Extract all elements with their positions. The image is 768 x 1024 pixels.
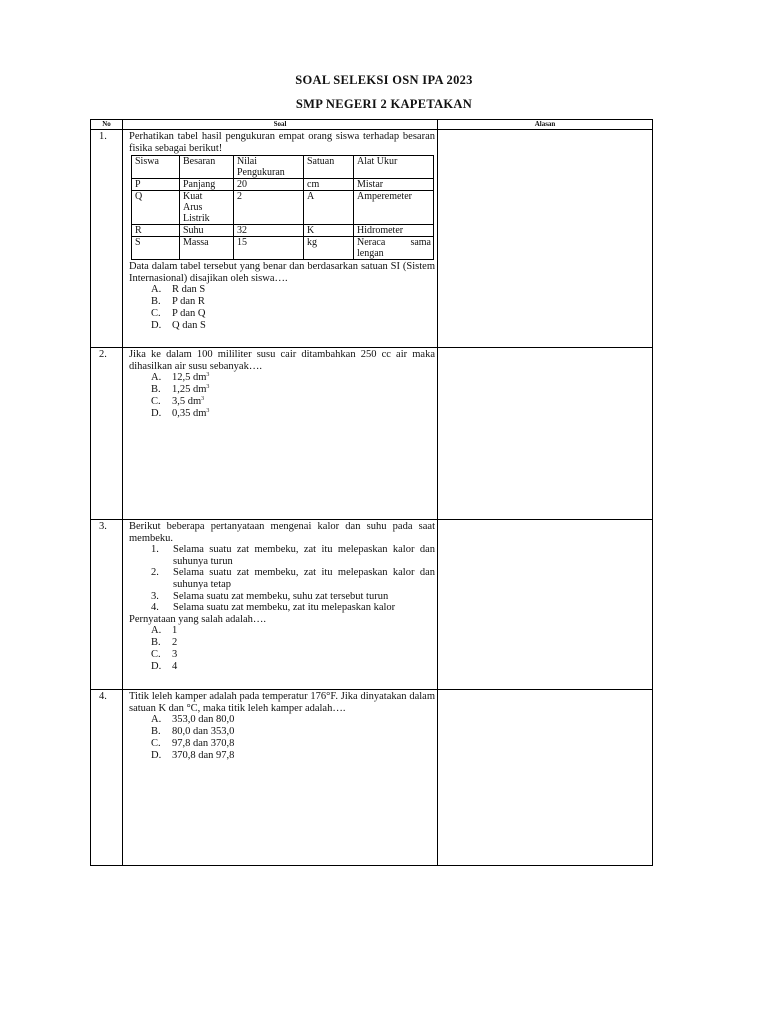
document-title: SOAL SELEKSI OSN IPA 2023 — [295, 73, 473, 87]
answer-option — [151, 649, 435, 661]
statement-list — [129, 544, 435, 614]
option-unit: dm — [193, 372, 207, 384]
option-text: 370,8 dan 97,8 — [172, 750, 235, 762]
question-row-2 — [91, 348, 653, 520]
question-number: 2. — [91, 348, 123, 520]
option-letter: C. — [151, 738, 161, 750]
question-number: 1. — [91, 130, 123, 348]
measurement-cell: 2 — [234, 191, 304, 225]
answer-option — [151, 726, 435, 738]
question-cell — [123, 520, 438, 690]
option-letter: A. — [151, 625, 162, 637]
question-text: Titik leleh kamper adalah pada temperatur 176°F. Jika dinyatakan dalam satuan K dan °C, maka titik leleh kamper adalah…. — [129, 691, 435, 714]
statement-item — [151, 602, 435, 614]
measurement-cell: Hidrometer — [354, 225, 434, 237]
option-letter: D. — [151, 408, 162, 420]
option-letter: A. — [151, 714, 162, 726]
school-name: SMP NEGERI 2 KAPETAKAN — [295, 97, 473, 111]
option-letter: A. — [151, 372, 162, 384]
answer-option — [151, 296, 435, 308]
measurement-cell: 15 — [234, 237, 304, 260]
answer-options — [129, 714, 435, 762]
question-row-1 — [91, 130, 653, 348]
answer-reason-cell — [438, 520, 653, 690]
option-letter: C. — [151, 308, 161, 320]
statement-number: 3. — [151, 590, 159, 602]
option-unit: dm — [193, 408, 207, 420]
option-unit-exponent: 3 — [206, 372, 210, 379]
measurement-header-cell: Siswa — [132, 156, 180, 179]
measurement-row — [132, 225, 434, 237]
option-text: Q dan S — [172, 320, 206, 332]
option-letter: C. — [151, 396, 161, 408]
option-letter: A. — [151, 284, 162, 296]
measurement-cell: Suhu — [180, 225, 234, 237]
option-unit: dm — [193, 384, 207, 396]
answer-option — [151, 372, 435, 384]
measurement-cell: Mistar — [354, 179, 434, 191]
option-letter: B. — [151, 637, 161, 649]
answer-option — [151, 738, 435, 750]
option-letter: D. — [151, 320, 162, 332]
question-cell — [123, 348, 438, 520]
answer-option — [151, 625, 435, 637]
answer-option — [151, 750, 435, 762]
option-text: R dan S — [172, 284, 206, 296]
question-intro: Perhatikan tabel hasil pengukuran empat orang siswa terhadap besaran fisika sebagai berikut! — [129, 131, 435, 154]
answer-option — [151, 661, 435, 673]
option-letter: B. — [151, 726, 161, 738]
option-text: 0,35 — [172, 408, 193, 420]
option-unit: dm — [187, 396, 202, 408]
answer-reason-cell — [438, 690, 653, 866]
option-letter: D. — [151, 661, 162, 673]
option-text: 97,8 dan 370,8 — [172, 738, 235, 750]
option-unit-exponent: 3 — [206, 384, 210, 391]
answer-option — [151, 308, 435, 320]
measurement-cell: cm — [304, 179, 354, 191]
question-table — [90, 119, 653, 866]
question-row-3 — [91, 520, 653, 690]
statement-text: Selama suatu zat membeku, zat itu melepaskan kalor dan suhunya turun — [173, 544, 435, 567]
measurement-cell: Panjang — [180, 179, 234, 191]
measurement-cell: Kuat Arus Listrik — [180, 191, 234, 225]
header-no: No — [91, 120, 123, 130]
option-letter: B. — [151, 296, 161, 308]
statement-item — [151, 567, 435, 590]
question-cell — [123, 130, 438, 348]
question-number: 4. — [91, 690, 123, 866]
option-letter: C. — [151, 649, 161, 661]
measurement-cell: K — [304, 225, 354, 237]
measurement-header-cell: Besaran — [180, 156, 234, 179]
measurement-cell: kg — [304, 237, 354, 260]
option-text: 80,0 dan 353,0 — [172, 726, 235, 738]
option-letter: B. — [151, 384, 161, 396]
measurement-row — [132, 179, 434, 191]
option-text: 12,5 — [172, 372, 193, 384]
measurement-cell: 32 — [234, 225, 304, 237]
measurement-header-cell: Alat Ukur — [354, 156, 434, 179]
option-unit-exponent: 3 — [201, 396, 205, 403]
statement-item — [151, 591, 435, 603]
option-text: 2 — [172, 637, 178, 649]
option-unit-exponent: 3 — [206, 408, 210, 415]
option-text: 1,25 — [172, 384, 193, 396]
question-cell — [123, 690, 438, 866]
option-text: 1 — [172, 625, 178, 637]
statement-text: Selama suatu zat membeku, zat itu melepaskan kalor — [173, 602, 396, 614]
measurement-header-cell: Nilai Pengukuran — [234, 156, 304, 179]
measurement-cell: S — [132, 237, 180, 260]
option-text: P dan Q — [172, 308, 206, 320]
answer-option — [151, 284, 435, 296]
question-text: Pernyataan yang salah adalah…. — [129, 613, 267, 625]
question-text: Jika ke dalam 100 mililiter susu cair ditambahkan 250 cc air maka dihasilkan air susu sebanyak…. — [129, 349, 435, 372]
measurement-row — [132, 237, 434, 260]
answer-option — [151, 637, 435, 649]
statement-text: Selama suatu zat membeku, suhu zat tersebut turun — [173, 590, 389, 602]
question-intro: Berikut beberapa pertanyataan mengenai kalor dan suhu pada saat membeku. — [129, 521, 435, 544]
measurement-table — [131, 155, 434, 260]
statement-item — [151, 544, 435, 567]
answer-option — [151, 396, 435, 408]
option-letter: D. — [151, 750, 162, 762]
answer-option — [151, 714, 435, 726]
measurement-header-cell: Satuan — [304, 156, 354, 179]
statement-number: 2. — [151, 567, 159, 579]
answer-reason-cell — [438, 130, 653, 348]
answer-reason-cell — [438, 348, 653, 520]
measurement-cell: A — [304, 191, 354, 225]
statement-number: 1. — [151, 544, 159, 556]
measurement-cell: Q — [132, 191, 180, 225]
statement-number: 4. — [151, 602, 159, 614]
measurement-cell: R — [132, 225, 180, 237]
option-text: P dan R — [172, 296, 205, 308]
answer-options — [129, 625, 435, 673]
measurement-header-row — [132, 156, 434, 179]
option-text: 353,0 dan 80,0 — [172, 714, 235, 726]
header-row — [91, 120, 653, 130]
option-text: 3 — [172, 649, 178, 661]
answer-options — [129, 284, 435, 332]
option-text: 3,5 — [172, 396, 188, 408]
question-row-4 — [91, 690, 653, 866]
statement-text: Selama suatu zat membeku, zat itu melepaskan kalor dan suhunya tetap — [173, 567, 435, 590]
question-text: Data dalam tabel tersebut yang benar dan berdasarkan satuan SI (Sistem Internasional) disajikan oleh siswa…. — [129, 261, 435, 284]
measurement-cell: P — [132, 179, 180, 191]
answer-option — [151, 408, 435, 420]
question-number: 3. — [91, 520, 123, 690]
option-text: 4 — [172, 661, 178, 673]
measurement-cell: Neraca sama lengan — [354, 237, 434, 260]
answer-option — [151, 320, 435, 332]
answer-options — [129, 372, 435, 420]
measurement-cell: Massa — [180, 237, 234, 260]
measurement-cell: 20 — [234, 179, 304, 191]
header-alasan: Alasan — [438, 120, 653, 130]
answer-option — [151, 384, 435, 396]
header-soal: Soal — [123, 120, 438, 130]
measurement-row — [132, 191, 434, 225]
measurement-cell: Amperemeter — [354, 191, 434, 225]
